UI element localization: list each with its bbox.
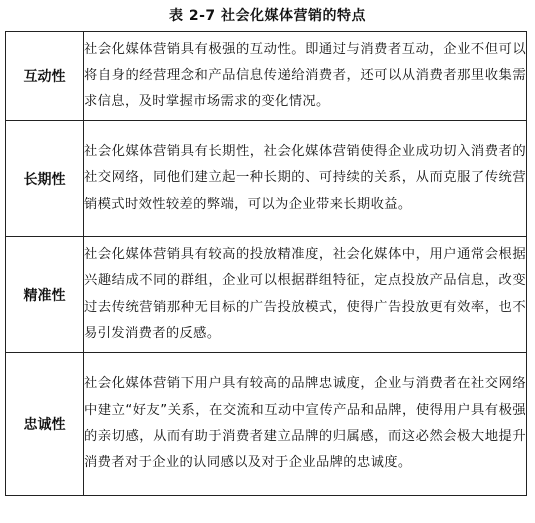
term-cell: 长期性: [6, 121, 84, 237]
term-cell: 忠诚性: [6, 353, 84, 496]
table-row-loyalty: [6, 353, 527, 496]
description-cell: 社会化媒体营销下用户具有较高的品牌忠诚度，企业与消费者在社交网络中建立“好友”关系，在交流和互动中宣传产品和品牌，使得用户具有极强的亲切感，从而有助于消费者建立品牌的归属感，而这必然会极大地提升消费者对于企业的认同感以及对于企业品牌的忠诚度。: [84, 353, 527, 496]
table-row-long-term: [6, 121, 527, 237]
term-cell: 互动性: [6, 32, 84, 121]
description-cell: 社会化媒体营销具有较高的投放精准度，社会化媒体中，用户通常会根据兴趣结成不同的群组，企业可以根据群组特征，定点投放产品信息，改变过去传统营销那种无目标的广告投放模式，使得广告投放更有效率，也不易引发消费者的反感。: [84, 237, 527, 353]
table-row-precision: [6, 237, 527, 353]
table-row-interactivity: [6, 32, 527, 121]
description-cell: 社会化媒体营销具有长期性，社会化媒体营销使得企业成功切入消费者的社交网络，同他们建立起一种长期的、可持续的关系，从而克服了传统营销模式时效性较差的弊端，可以为企业带来长期收益。: [84, 121, 527, 237]
table-caption: 表 2-7 社会化媒体营销的特点: [168, 8, 367, 24]
term-cell: 精准性: [6, 237, 84, 353]
features-table: [5, 31, 527, 496]
description-cell: 社会化媒体营销具有极强的互动性。即通过与消费者互动，企业不但可以将自身的经营理念和产品信息传递给消费者，还可以从消费者那里收集需求信息，及时掌握市场需求的变化情况。: [84, 32, 527, 121]
